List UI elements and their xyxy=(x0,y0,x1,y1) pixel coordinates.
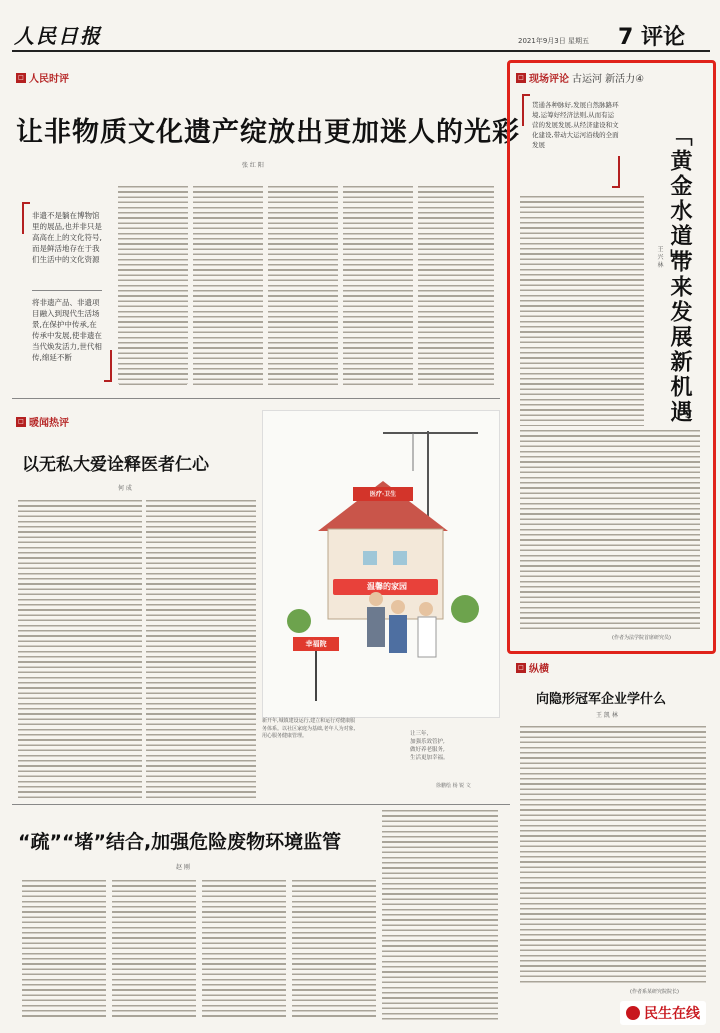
right-vertical-title-2: 带来发展新机遇 xyxy=(667,250,692,425)
bottom-right-footer-note: (作者系某研究院院长) xyxy=(630,989,679,995)
right-byline: 王 兴 林 xyxy=(656,246,663,268)
top-body-col1b xyxy=(119,186,187,386)
quote-bracket-close xyxy=(104,350,112,382)
middle-byline: 何 成 xyxy=(118,485,132,492)
page-section: 评论 xyxy=(640,25,685,50)
cartoon-svg xyxy=(263,411,499,717)
bottom-body-col3 xyxy=(202,880,286,1020)
right-body-col1 xyxy=(520,196,644,426)
middle-body-col1 xyxy=(18,500,142,800)
pullquote-divider xyxy=(32,290,102,291)
bottom-headline: “疏”“堵”结合,加强危险废物环境监管 xyxy=(18,831,342,853)
quote-bracket-open xyxy=(22,202,30,234)
bottom-right-body xyxy=(520,726,706,986)
bottom-right-headline: 向隐形冠军企业学什么 xyxy=(536,692,667,707)
right-footer-note: (作者为法学院首席研究员) xyxy=(612,635,671,641)
illus-caption: 新开年,城镇建设运行,建立和运行对健康服务体系。以社区家庭为基础,老年人为对象,用心服务健康管理。 xyxy=(262,718,356,739)
top-body-col2 xyxy=(193,186,263,386)
top-body-col1c xyxy=(118,186,188,190)
right-section-text: 现场评论 xyxy=(529,74,569,85)
right-section-sub: 古运河 新活力④ xyxy=(572,74,645,85)
bottom-right-section-text: 纵横 xyxy=(529,664,549,675)
illus-building-sign: 温馨的家园 xyxy=(367,582,407,591)
brand-text: 民生在线 xyxy=(644,1006,700,1022)
bottom-byline: 赵 刚 xyxy=(176,864,190,871)
illus-roof-sign: 医疗·卫生 xyxy=(369,491,397,498)
top-section-label xyxy=(16,70,69,85)
top-headline: 让非物质文化遗产绽放出更加迷人的光彩 xyxy=(16,117,520,148)
illus-poem: 让三年, 加强乐效管护, 做好养老服务, 生活更加幸福。 xyxy=(410,731,449,761)
top-byline: 张 红 阳 xyxy=(242,162,264,169)
middle-bottom-rule xyxy=(12,804,510,805)
section-icon: □ xyxy=(16,73,26,83)
section-icon: □ xyxy=(516,73,526,83)
middle-section-label xyxy=(16,414,69,429)
bottom-body-col4 xyxy=(292,880,376,1020)
right-intro: 贯通各种脉好,发展自然脉路环境,运筹好经济法则,从而有运营的发展发展,从经济建设和文化建设,带动大运河沿线的全面发展 xyxy=(532,101,619,149)
masthead-rule xyxy=(12,50,710,52)
top-pullquote-1: 非遗不是躺在博物馆里的展品,也并非只是高高在上的文化符号,而是鲜活地存在于我们生活中的文化资源 xyxy=(32,211,102,264)
issue-date: 2021年9月3日 星期五 xyxy=(518,37,589,45)
right-body-col2 xyxy=(520,430,700,630)
cartoon-illustration xyxy=(262,410,500,718)
middle-headline: 以无私大爱诠释医者仁心 xyxy=(22,455,209,475)
brand-icon xyxy=(626,1006,640,1020)
page-number-section xyxy=(618,20,685,51)
middle-body-col2 xyxy=(146,500,256,800)
top-section-text: 人民时评 xyxy=(29,74,69,85)
illus-credit: 徐鹏绘 杨 锐 文 xyxy=(436,783,471,789)
illus-board: 幸福院 xyxy=(305,640,327,648)
top-pullquote-2: 将非遗产品、非遗项目融入到现代生活场景,在保护中传承,在传承中发展,使非遗在当代焕发活力,世代相传,绵延不断 xyxy=(32,298,102,362)
top-body-col3 xyxy=(268,186,338,386)
bottom-right-section-label xyxy=(516,660,549,675)
top-body-col4 xyxy=(343,186,413,386)
top-bottom-rule xyxy=(12,398,500,399)
middle-section-text: 暖闻热评 xyxy=(29,418,69,429)
bottom-right-byline: 王 凯 林 xyxy=(596,712,618,719)
section-icon: □ xyxy=(516,663,526,673)
section-icon: □ xyxy=(16,417,26,427)
page-number: 7 xyxy=(618,25,634,50)
right-vertical-title-1: 「黄金水道」 xyxy=(667,124,692,274)
right-section-label xyxy=(516,70,644,85)
newspaper-logo: 人民日报 xyxy=(14,24,102,48)
bottom-body-col1 xyxy=(22,880,106,1020)
right-bracket-open xyxy=(522,94,530,126)
brand-watermark xyxy=(620,1001,706,1025)
top-body-col5 xyxy=(418,186,494,386)
right-bracket-close xyxy=(612,156,620,188)
bottom-body-col5 xyxy=(382,810,498,1020)
bottom-body-col2 xyxy=(112,880,196,1020)
